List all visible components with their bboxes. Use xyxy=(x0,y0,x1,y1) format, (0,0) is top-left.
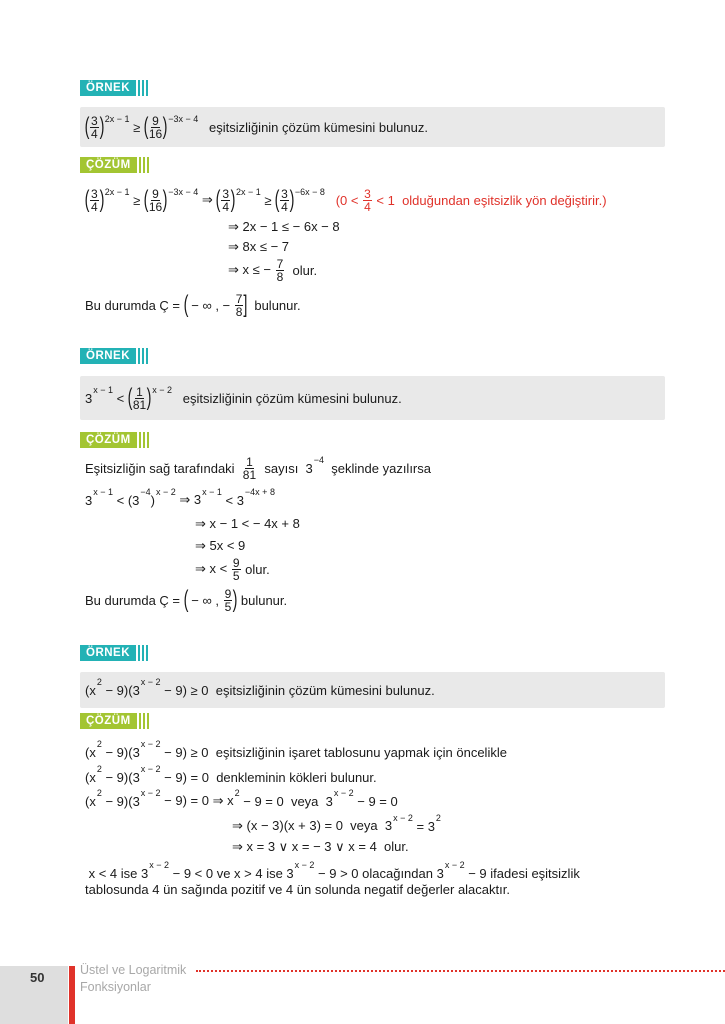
math-text: (0 < xyxy=(324,192,363,208)
fraction xyxy=(149,188,162,213)
numerator: 9 xyxy=(152,113,159,128)
fraction xyxy=(280,188,289,213)
math-text: (x xyxy=(85,793,96,809)
math-text: Bu durumda Ç = xyxy=(85,592,184,608)
math-text: ⇒ 5x < 9 xyxy=(195,538,246,553)
ex1-step xyxy=(228,253,317,287)
ex1-question xyxy=(85,110,428,144)
numerator: 1 xyxy=(136,384,143,399)
bracket: ) xyxy=(162,186,168,213)
denominator: 4 xyxy=(91,126,98,141)
math-text: bulunur. xyxy=(247,297,301,313)
exponent: x − 1 xyxy=(93,487,113,497)
bracket: ) xyxy=(162,113,168,140)
exponent: x − 2 xyxy=(333,788,354,798)
math-text: − ∞ , − xyxy=(187,297,234,313)
math-text: < 1 olduğundan eşitsizlik yön değiştirir.) xyxy=(372,192,607,208)
bracket: ) xyxy=(99,113,105,140)
math-text: − 9 = 0 xyxy=(353,793,398,809)
math-text: olur. xyxy=(285,262,318,278)
math-text: − ∞ , xyxy=(187,592,223,608)
denominator: 4 xyxy=(364,199,371,214)
math-text: − 9 = 0 veya 3 xyxy=(239,793,333,809)
math-text: olur. xyxy=(241,561,270,577)
fraction xyxy=(232,557,241,582)
math-text: ⇒ (x − 3)(x + 3) = 0 veya 3 xyxy=(232,818,393,833)
denominator: 5 xyxy=(224,599,232,614)
numerator: 9 xyxy=(152,186,159,201)
numerator: 1 xyxy=(246,454,253,469)
denominator: 8 xyxy=(235,304,243,319)
numerator: 3 xyxy=(91,186,98,201)
exponent: x − 2 xyxy=(140,677,161,687)
exponent: x − 2 xyxy=(294,860,315,870)
example-banner xyxy=(80,645,148,661)
bracket: ( xyxy=(127,384,133,411)
bracket: ) xyxy=(146,384,152,411)
math-text: ⇒ 8x ≤ − 7 xyxy=(228,239,290,254)
fraction xyxy=(221,188,230,213)
math-text: < (3 xyxy=(113,492,140,508)
bracket: ] xyxy=(243,291,248,318)
exponent: 2 xyxy=(435,813,441,823)
bracket: ) xyxy=(230,186,236,213)
exponent: 2x − 1 xyxy=(104,114,130,124)
math-text: Bu durumda Ç = xyxy=(85,297,184,313)
math-text: − 9) ≥ 0 eşitsizliğinin çözüm kümesini bulunuz. xyxy=(160,682,435,698)
exponent: x − 2 xyxy=(155,487,176,497)
math-text: ⇒ x ≤ − xyxy=(228,262,275,277)
exponent: x − 2 xyxy=(393,813,413,823)
math-text: ⇒ 2x − 1 ≤ − 6x − 8 xyxy=(228,219,340,234)
page-number: 50 xyxy=(30,970,45,985)
numerator: 9 xyxy=(232,555,240,570)
solution-label: ÇÖZÜM xyxy=(80,157,137,173)
math-text: bulunur. xyxy=(237,592,288,608)
denominator: 81 xyxy=(242,467,257,482)
fraction xyxy=(235,293,244,318)
exponent: x − 1 xyxy=(93,385,113,395)
bracket: ( xyxy=(183,291,189,318)
solution-banner xyxy=(80,432,149,448)
math-text: Eşitsizliğin sağ tarafındaki xyxy=(85,460,242,476)
math-text: (x xyxy=(85,769,96,785)
exponent: −4 xyxy=(140,487,151,497)
math-text: − 9) = 0 ⇒ x xyxy=(160,793,234,808)
exponent: 2 xyxy=(234,788,240,798)
ex1-step xyxy=(85,183,607,217)
math-text: ⇒ xyxy=(198,192,217,207)
exponent: 2 xyxy=(96,788,102,798)
ex3-explanation xyxy=(85,872,510,906)
fraction xyxy=(363,188,372,213)
numerator: 9 xyxy=(224,586,232,601)
numerator: 7 xyxy=(235,291,243,306)
solution-banner xyxy=(80,157,149,173)
fraction xyxy=(243,456,256,481)
math-text: − 9)(3 xyxy=(101,793,140,809)
exponent: x − 2 xyxy=(444,860,465,870)
exponent: 2x − 1 xyxy=(104,187,130,197)
ex1-result xyxy=(85,288,301,322)
example-banner xyxy=(80,80,148,96)
bracket: ) xyxy=(289,186,295,213)
exponent: −4 xyxy=(313,455,325,465)
ex2-result xyxy=(85,583,287,617)
example-label: ÖRNEK xyxy=(80,645,136,661)
denominator: 4 xyxy=(91,199,98,214)
exponent: 2 xyxy=(96,739,102,749)
exponent: −3x − 4 xyxy=(168,187,199,197)
exponent: −4x + 8 xyxy=(244,487,275,497)
chapter-title-line2: Fonksiyonlar xyxy=(80,980,151,994)
math-text: (x xyxy=(85,682,96,698)
math-text: şeklinde yazılırsa xyxy=(324,460,431,476)
footer-accent-bar xyxy=(69,966,75,1024)
example-banner xyxy=(80,348,148,364)
math-text: − 9) = 0 denkleminin kökleri bulunur. xyxy=(160,769,377,785)
math-text: − 9 < 0 ve x > 4 ise 3 xyxy=(169,865,294,881)
denominator: 4 xyxy=(281,199,288,214)
exponent: x − 1 xyxy=(202,487,222,497)
fraction xyxy=(90,115,99,140)
math-text: ⇒ x = 3 ∨ x = − 3 ∨ x = 4 olur. xyxy=(232,839,409,854)
math-text: − 9 ifadesi eşitsizlik xyxy=(464,865,580,881)
math-text: ⇒ x − 1 < − 4x + 8 xyxy=(195,516,300,531)
footer-dotted-rule xyxy=(196,970,725,972)
math-text: ⇒ 3 xyxy=(175,492,202,507)
math-text: < xyxy=(113,390,128,406)
exponent: x − 2 xyxy=(140,764,161,774)
exponent: 2x − 1 xyxy=(236,187,261,197)
bracket: ) xyxy=(232,586,238,613)
solution-banner xyxy=(80,713,149,729)
ex2-question xyxy=(85,381,402,415)
chapter-title-line1: Üstel ve Logaritmik xyxy=(80,963,187,977)
math-text: − 9)(3 xyxy=(101,769,140,785)
fraction xyxy=(133,386,146,411)
math-text: = 3 xyxy=(412,818,435,834)
bracket: ( xyxy=(215,186,221,213)
bracket: ( xyxy=(143,113,149,140)
denominator: 5 xyxy=(232,568,240,583)
bracket: ( xyxy=(274,186,280,213)
fraction xyxy=(149,115,162,140)
bracket: ( xyxy=(84,186,90,213)
math-text: (x xyxy=(85,744,96,760)
numerator: 7 xyxy=(276,256,284,271)
fraction xyxy=(90,188,99,213)
numerator: 3 xyxy=(91,113,98,128)
math-text: ≥ xyxy=(129,192,144,208)
denominator: 16 xyxy=(148,126,163,141)
exponent: −6x − 8 xyxy=(294,187,325,197)
math-text: − 9 > 0 olacağından 3 xyxy=(314,865,444,881)
math-text: 3 xyxy=(85,492,93,508)
math-text: x < 4 ise 3 xyxy=(85,865,149,881)
solution-label: ÇÖZÜM xyxy=(80,432,137,448)
denominator: 16 xyxy=(148,199,163,214)
numerator: 3 xyxy=(364,186,371,201)
exponent: 2 xyxy=(96,764,102,774)
exponent: x − 2 xyxy=(140,788,161,798)
ex2-step xyxy=(85,451,431,485)
denominator: 8 xyxy=(276,269,284,284)
denominator: 4 xyxy=(222,199,230,214)
bracket: ( xyxy=(183,586,189,613)
bracket: ( xyxy=(84,113,90,140)
example-label: ÖRNEK xyxy=(80,348,136,364)
exponent: −3x − 4 xyxy=(168,114,199,124)
math-text: ⇒ x < xyxy=(195,561,231,576)
bracket: ) xyxy=(99,186,105,213)
math-text: 3 xyxy=(85,390,93,406)
example-label: ÖRNEK xyxy=(80,80,136,96)
math-text: eşitsizliğinin çözüm kümesini bulunuz. xyxy=(198,119,428,135)
fraction xyxy=(276,258,285,283)
numerator: 3 xyxy=(281,186,288,201)
fraction xyxy=(224,588,233,613)
math-text: ≥ xyxy=(129,119,144,135)
exponent: x − 2 xyxy=(140,739,161,749)
math-text: tablosunda 4 ün sağında pozitif ve 4 ün solunda negatif değerler alacaktır. xyxy=(85,881,510,897)
math-text: ) xyxy=(150,492,155,508)
math-text: − 9) ≥ 0 eşitsizliğinin işaret tablosunu yapmak için öncelikle xyxy=(160,744,507,760)
math-text: < 3 xyxy=(221,492,244,508)
numerator: 3 xyxy=(222,186,230,201)
solution-label: ÇÖZÜM xyxy=(80,713,137,729)
math-text: eşitsizliğinin çözüm kümesini bulunuz. xyxy=(171,390,402,406)
ex2-step xyxy=(195,552,270,586)
math-text: sayısı 3 xyxy=(257,460,313,476)
exponent: x − 2 xyxy=(152,385,172,395)
exponent: 2 xyxy=(96,677,102,687)
math-text: − 9)(3 xyxy=(101,744,140,760)
denominator: 81 xyxy=(132,397,147,412)
math-text: ≥ xyxy=(260,192,276,208)
ex3-question xyxy=(85,673,435,707)
exponent: x − 2 xyxy=(149,860,169,870)
bracket: ( xyxy=(143,186,149,213)
math-text: − 9)(3 xyxy=(101,682,140,698)
